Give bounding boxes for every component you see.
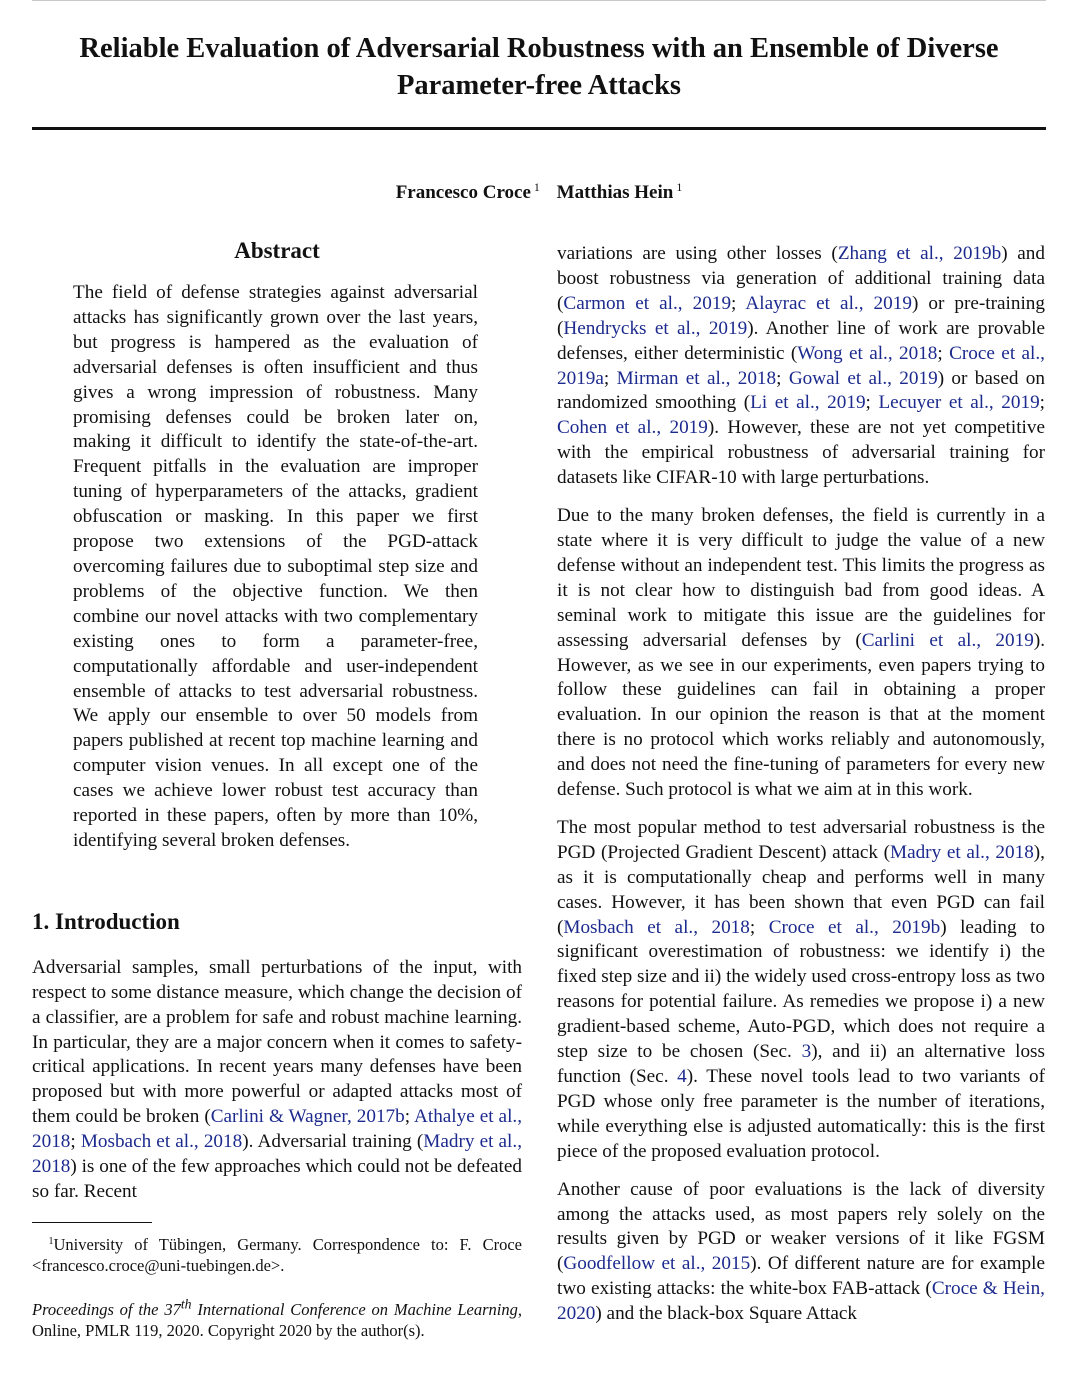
text-run: ). These novel tools lead to two variants of PGD whose only free parameter is the number of iterations, while everything else is adjusted automatically: this is the first piece of the proposed evaluation protocol. — [557, 1066, 1045, 1162]
text-run: , Online, PMLR 119, 2020. Copyright 2020 by the author(s). — [32, 1300, 523, 1341]
citation-link[interactable]: Zhang et al., 2019b — [837, 243, 1002, 264]
text-run: ) and boost robustness via generation of additional training data ( — [557, 243, 1045, 314]
section-reference-link[interactable]: 4 — [677, 1066, 687, 1087]
citation-link[interactable]: Wong et al., 2018 — [797, 342, 938, 364]
top-rule — [32, 0, 1046, 1]
citation-link[interactable]: Goodfellow et al., 2015 — [563, 1253, 751, 1275]
citation-link[interactable]: Alayrac et al., 2019 — [745, 292, 912, 314]
text-run: ). Of different nature are for example two existing attacks: the white-box FAB-attack ( — [557, 1253, 1045, 1300]
text-run: ) or based on randomized smoothing ( — [557, 367, 1045, 414]
author — [557, 175, 683, 205]
abstract-heading: Abstract — [234, 238, 320, 263]
citation-link[interactable]: Hendrycks et al., 2019 — [563, 317, 748, 339]
text-run: ; — [937, 342, 950, 364]
author-affiliation-mark: 1 — [676, 180, 683, 194]
text-run: ). However, these are not yet competitive with the empirical robustness of adversarial training for datasets like CIFAR-10 with large perturbations. — [557, 417, 1045, 489]
text-run: Another cause of poor evaluations is the lack of diversity among the attacks used, as most papers rely solely on the results given by PGD or weaker versions of it like FGSM ( — [557, 1178, 1045, 1275]
citation-link[interactable]: Madry et al., 2018 — [890, 841, 1034, 863]
section-reference-link[interactable]: 3 — [801, 1041, 812, 1063]
citation-link[interactable]: Croce & Hein, 2020 — [557, 1278, 1045, 1325]
text-run: ), and ii) an alternative loss function (Sec. — [557, 1041, 1045, 1087]
text-run: Adversarial samples, small perturbations of the input, with respect to some distance measure, which change the decision of a classifier, are a problem for safe and robust machine learning. In particular, they are a major concern when it comes to safety-critical applications. In recent years many defenses have been proposed but with more powerful or adapted attacks most of them could be broken ( — [32, 956, 522, 1128]
superscript: th — [180, 1296, 192, 1312]
text-run: ; — [776, 367, 789, 389]
text-run: ). Another line of work are provable defenses, either deterministic ( — [557, 317, 1045, 364]
text-run: ; — [731, 292, 746, 314]
title-line-1: Reliable Evaluation of Adversarial Robustness with an Ensemble of Diverse — [79, 33, 999, 64]
citation-link[interactable]: Madry et al., 2018 — [32, 1131, 522, 1178]
citation-link[interactable]: Mirman et al., 2018 — [616, 367, 777, 389]
paper-title — [32, 30, 1046, 104]
text-run: ) is one of the few approaches which could not be defeated so far. Recent — [32, 1156, 522, 1202]
text-run: ; — [865, 392, 879, 414]
citation-link[interactable]: Lecuyer et al., 2019 — [878, 392, 1040, 414]
footnote-rule — [32, 1222, 152, 1223]
text-run: The most popular method to test adversarial robustness is the PGD (Projected Gradient Descent) attack ( — [557, 816, 1045, 863]
citation-link[interactable]: Carlini et al., 2019 — [861, 629, 1034, 651]
intro-paragraph-1-continued — [557, 242, 1045, 491]
footnote-mark: 1 — [48, 1235, 54, 1247]
text-run: ) leading to significant overestimation of robustness: we identify i) the fixed step size and ii) the widely used cross-entropy loss as two reasons for potential failure. As remedies we propose i) a new gradient-based scheme, Auto-PGD, which does not require a step size to be chosen (Sec. — [557, 916, 1045, 1063]
citation-link[interactable]: Croce et al., 2019b — [768, 916, 941, 938]
intro-paragraph-3 — [557, 816, 1045, 1165]
citation-link[interactable]: Athalye et al., 2018 — [32, 1106, 522, 1153]
citation-link[interactable]: Mosbach et al., 2018 — [80, 1131, 243, 1153]
title-rule — [32, 127, 1046, 130]
citation-link[interactable]: Carmon et al., 2019 — [563, 292, 732, 314]
author-name: Matthias Hein — [556, 182, 674, 203]
section-heading-introduction: 1. Introduction — [32, 908, 180, 934]
text-run: International Conference on Machine Learning — [191, 1300, 518, 1320]
text-run: ). However, as we see in our experiments, even papers trying to follow these guidelines can fail in obtaining a proper evaluation. In our opinion the reason is that at the moment there is no protocol which works reliably and autonomously, and does not need the fine-tuning of parameters for every new defense. Such protocol is what we aim at in this work. — [557, 629, 1045, 801]
citation-link[interactable]: Cohen et al., 2019 — [557, 417, 708, 439]
abstract-text: The field of defense strategies against adversarial attacks has significantly grown over the last years, but progress is hampered as the evaluation of adversarial defenses is often insufficient and thus gives a wrong impression of robustness. Many promising defenses could be broken later on, making it difficult to identify the state-of-the-art. Frequent pitfalls in the evaluation are improper tuning of hyperparameters of the attacks, gradient obfuscation or masking. In this paper we first propose two extensions of the PGD-attack overcoming failures due to suboptimal step size and problems of the objective function. We then combine our novel attacks with two complementary existing ones to form a parameter-free, computationally affordable and user-independent ensemble of attacks to test adversarial robustness. We apply our ensemble to over 50 models from papers published at recent top machine learning and computer vision venues. In all except one of the cases we achieve lower robust test accuracy than reported in these papers, often by more than 10%, identifying several broken defenses. — [73, 282, 478, 851]
text-run: ; — [70, 1131, 81, 1153]
footnote-text: University of Tübingen, Germany. Correspondence to: F. Croce <francesco.croce@uni-tuebingen.de>. — [32, 1234, 522, 1275]
proceedings-note — [32, 1294, 522, 1342]
author-affiliation-mark: 1 — [533, 180, 540, 194]
title-line-2: Parameter-free Attacks — [396, 70, 682, 101]
text-run: ), as it is computationally cheap and performs well in many cases. However, it has been shown that even PGD can fail ( — [557, 841, 1045, 938]
affiliation-footnote — [32, 1231, 522, 1276]
author-name: Francesco Croce — [395, 182, 531, 203]
left-column — [32, 236, 522, 1341]
text-run: ; — [749, 916, 769, 938]
text-run: Proceedings of the — [32, 1300, 165, 1320]
intro-paragraph-4 — [557, 1178, 1045, 1327]
citation-link[interactable]: Carlini & Wagner, 2017b — [210, 1106, 405, 1128]
text-run: 37 — [164, 1300, 181, 1320]
text-run: ). Adversarial training ( — [242, 1131, 424, 1153]
text-run: ) or pre-training ( — [557, 292, 1045, 339]
citation-link[interactable]: Gowal et al., 2019 — [788, 367, 938, 389]
text-run: variations are using other losses ( — [557, 243, 838, 264]
intro-paragraph-1 — [32, 956, 522, 1205]
text-run: Due to the many broken defenses, the field is currently in a state where it is very difficult to judge the value of a new defense without an independent test. This limits the progress as it is not clear how to distinguish bad from good ideas. A seminal work to mitigate this issue are the guidelines for assessing adversarial defenses by ( — [557, 505, 1045, 651]
text-run: ) and the black-box Square Attack — [595, 1303, 857, 1325]
intro-paragraph-2 — [557, 504, 1045, 803]
citation-link[interactable]: Mosbach et al., 2018 — [563, 916, 750, 938]
text-run: ; — [1039, 392, 1046, 414]
text-run: ; — [404, 1106, 414, 1128]
right-column — [557, 242, 1045, 1340]
text-run: ; — [603, 367, 617, 389]
citation-link[interactable]: Croce et al., 2019a — [557, 342, 1045, 389]
author-list — [32, 175, 1046, 205]
author — [396, 175, 540, 205]
citation-link[interactable]: Li et al., 2019 — [750, 392, 866, 414]
